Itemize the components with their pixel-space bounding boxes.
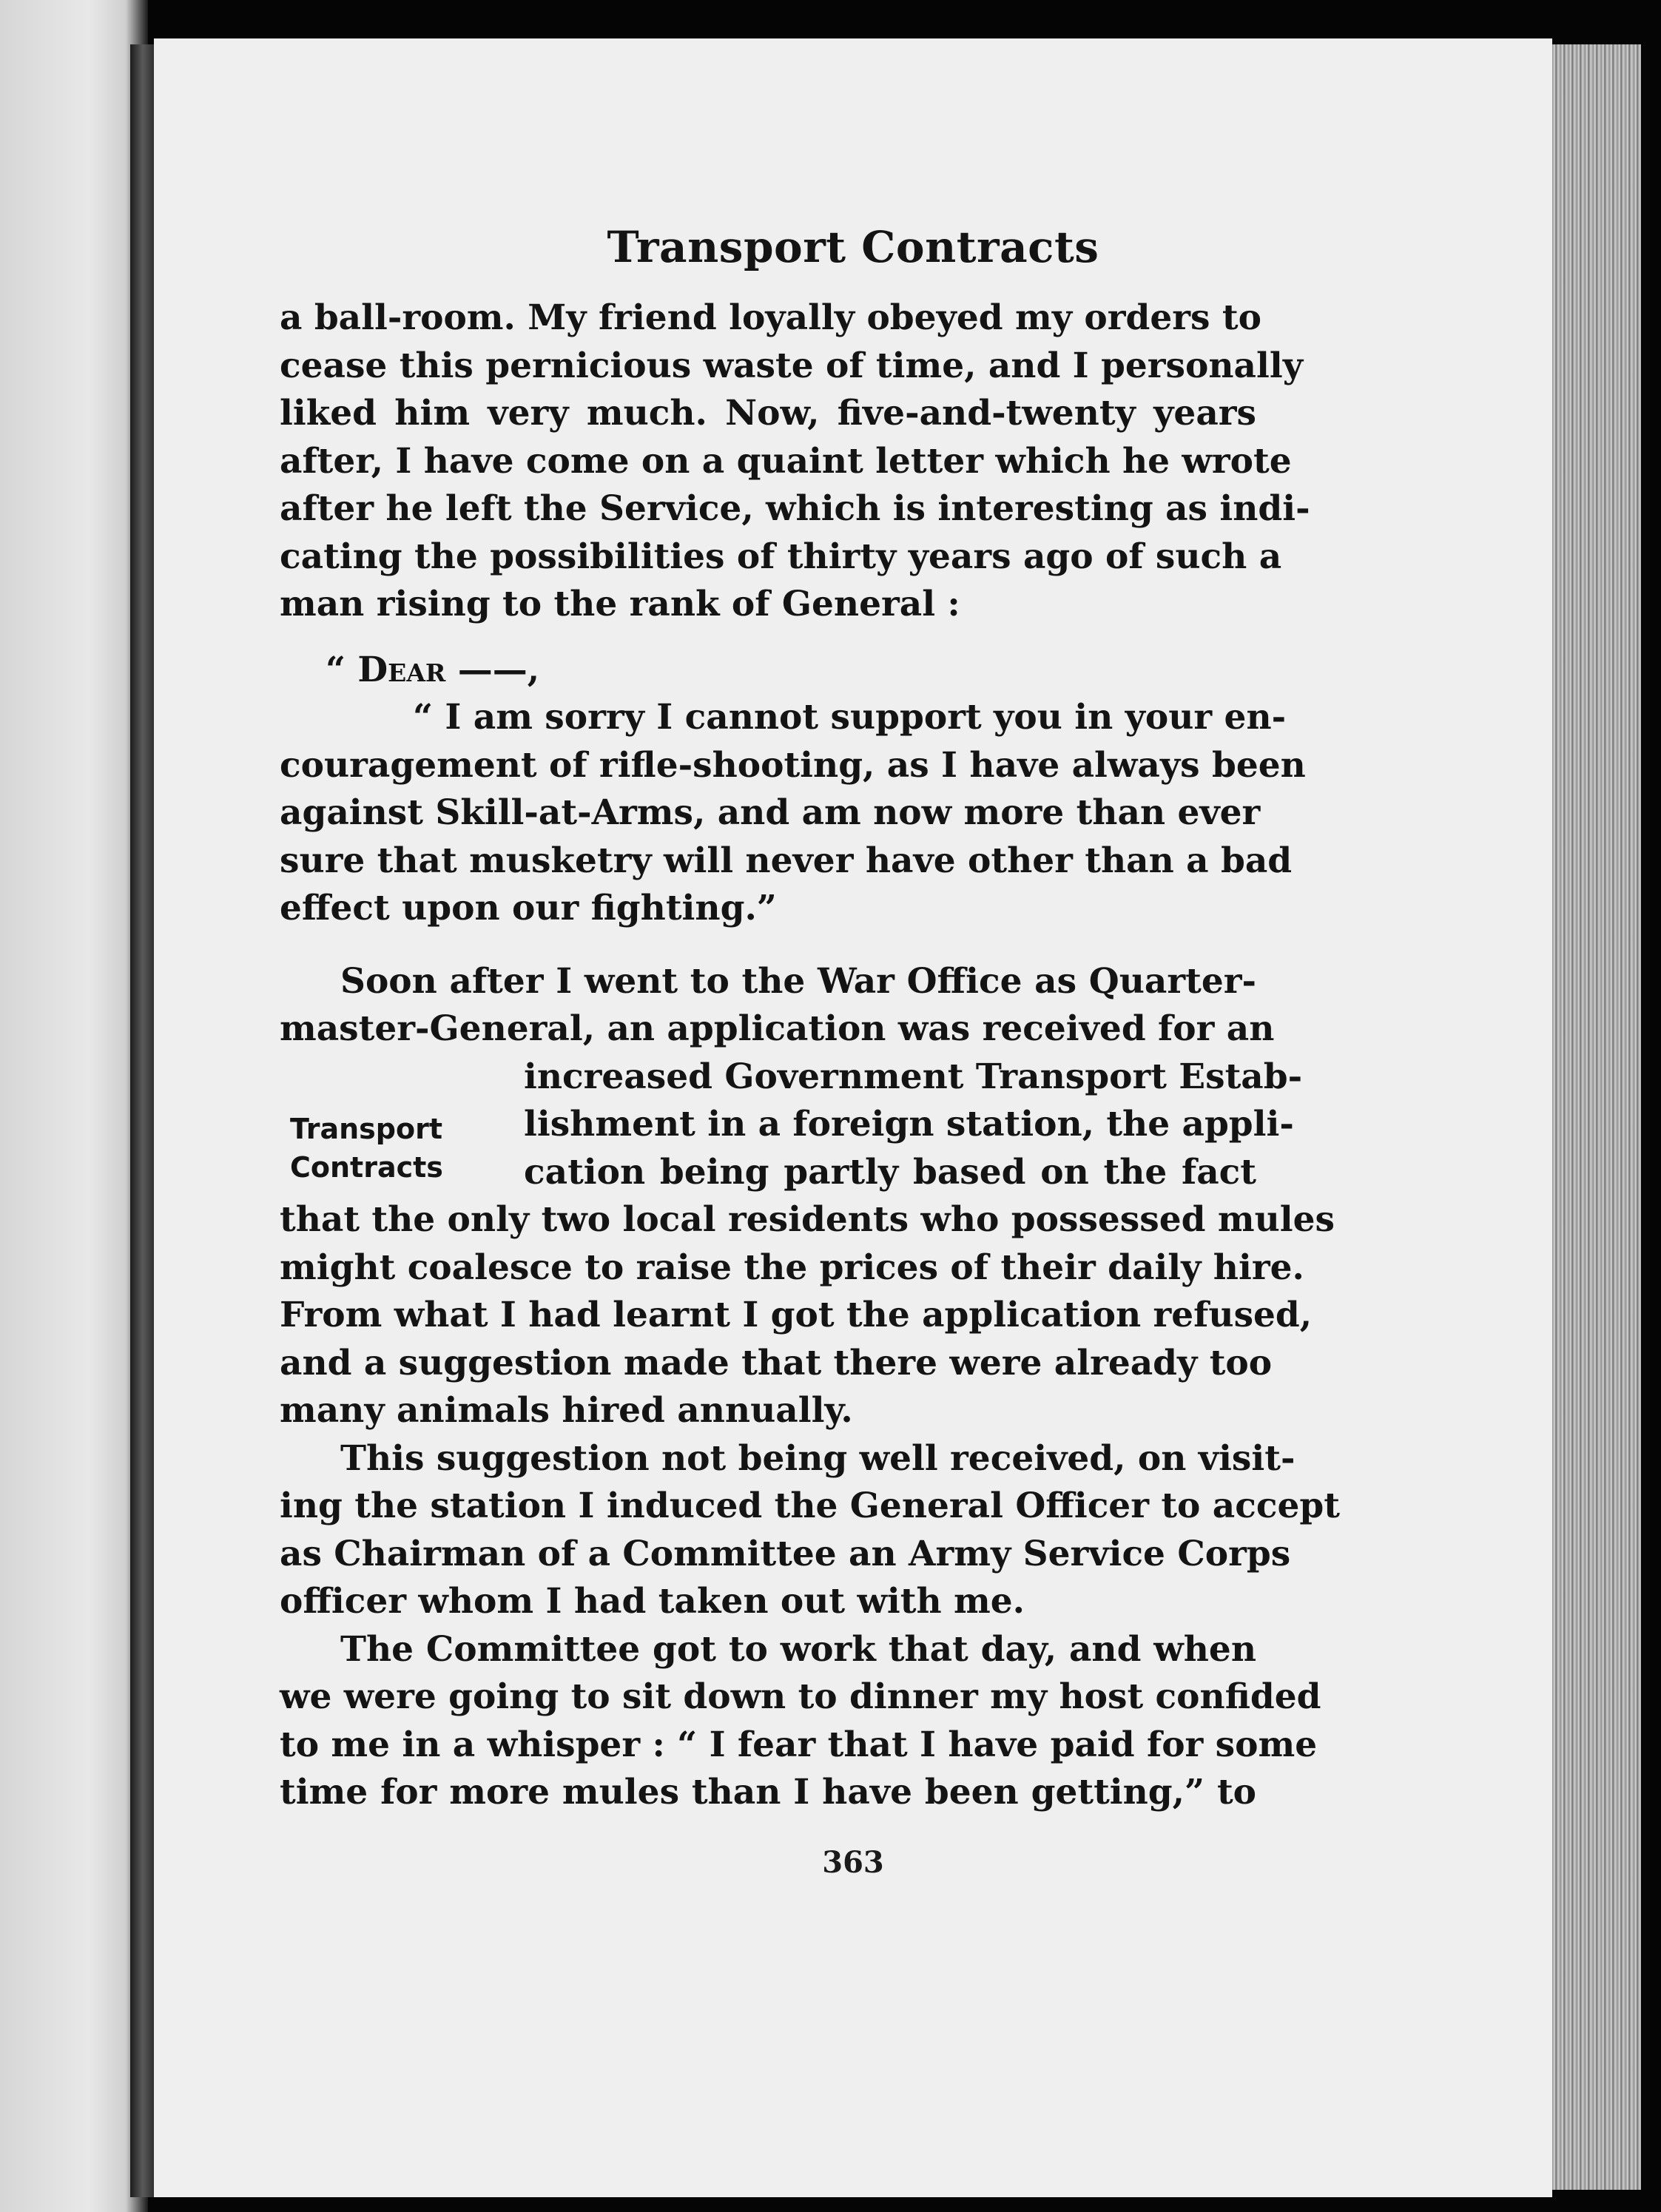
text-line: we were going to sit down to dinner my host confided [280, 1676, 1321, 1717]
text-line: a ball-room. My friend loyally obeyed my orders to [280, 297, 1261, 338]
letter-line: couragement of rifle-shooting, as I have always been [280, 744, 1306, 786]
page-stack-edges [1552, 44, 1641, 2190]
text-line: man rising to the rank of General : [280, 584, 960, 624]
text-line: lishment in a foreign station, the appli- [524, 1104, 1294, 1144]
book-gutter [130, 44, 155, 2197]
text-line: after he left the Service, which is interesting as indi- [280, 488, 1310, 529]
letter-line: sure that musketry will never have other than a bad [280, 840, 1293, 881]
text-line: cating the possibilities of thirty years ago of such a [280, 536, 1282, 577]
text-line: that the only two local residents who possessed mules [280, 1199, 1335, 1240]
text-line: as Chairman of a Committee an Army Service Corps [280, 1533, 1291, 1574]
facing-page-edge [0, 0, 148, 2212]
text-line: increased Government Transport Estab- [524, 1056, 1303, 1097]
text-line: ing the station I induced the General Officer to accept [280, 1486, 1340, 1526]
text-line: This suggestion not being well received, on visit- [340, 1437, 1296, 1479]
text-line: liked him very much. Now, five-and-twenty years [280, 393, 1256, 434]
sidenote-line: Contracts [290, 1151, 443, 1184]
letter-line: effect upon our fighting.” [280, 888, 777, 928]
text-line: The Committee got to work that day, and when [340, 1628, 1256, 1670]
text-line: cation being partly based on the fact [524, 1151, 1256, 1193]
text-line: and a suggestion made that there were already too [280, 1342, 1273, 1383]
salutation-word: Dear [357, 649, 446, 690]
text-line: Soon after I went to the War Office as Quarter- [340, 960, 1256, 1002]
text-line: after, I have come on a quaint letter which he wrote [280, 440, 1292, 482]
running-head: Transport Contracts [607, 222, 1099, 272]
text-line: From what I had learnt I got the application refused, [280, 1295, 1313, 1335]
text-line: might coalesce to raise the prices of their daily hire. [280, 1247, 1304, 1288]
text-line: time for more mules than I have been getting,” to [280, 1772, 1256, 1813]
letter-line: against Skill-at-Arms, and am now more than ever [280, 792, 1261, 833]
letter-line: “ I am sorry I cannot support you in your en- [413, 697, 1287, 738]
text-line: master-General, an application was received for an [280, 1008, 1275, 1049]
margin-sidenote [290, 1110, 482, 1187]
text-line: many animals hired annually. [280, 1390, 853, 1431]
text-line: cease this pernicious waste of time, and I personally [280, 345, 1304, 386]
page-number: 363 [822, 1845, 884, 1880]
text-line: to me in a whisper : “ I fear that I have paid for some [280, 1724, 1318, 1765]
body-text [280, 294, 1340, 1817]
sidenote-line: Transport [290, 1113, 443, 1145]
text-line: officer whom I had taken out with me. [280, 1581, 1025, 1622]
letter-salutation: “ Dear ——, [326, 649, 540, 690]
